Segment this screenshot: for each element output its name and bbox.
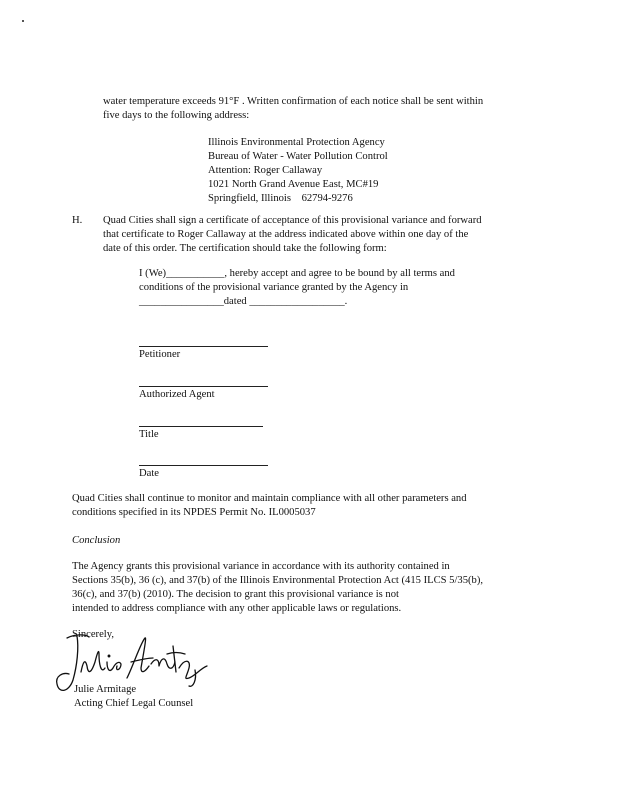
compliance-line: Quad Cities shall continue to monitor and maintain compliance with all other parameters and [72, 493, 467, 504]
signature-label-agent: Authorized Agent [139, 389, 215, 400]
conclusion-line: The Agency grants this provisional variance in accordance with its authority contained in [72, 561, 450, 572]
section-letter: H. [72, 215, 83, 226]
signer-title: Acting Chief Legal Counsel [74, 698, 194, 709]
address-org: Illinois Environmental Protection Agency [208, 137, 385, 148]
closing-salutation: Sincerely, [72, 629, 114, 640]
address-city: Springfield, Illinois 62794-9276 [208, 193, 353, 204]
signature-label-date: Date [139, 468, 159, 479]
body-text-line: five days to the following address: [103, 110, 250, 121]
signature-rule [139, 465, 268, 466]
signer-name: Julie Armitage [74, 684, 137, 695]
signature-rule [139, 346, 268, 347]
body-text-line: water temperature exceeds 91°F . Written confirmation of each notice shall be sent within [103, 96, 484, 107]
conclusion-heading: Conclusion [72, 535, 121, 546]
section-h-line: date of this order. The certification should take the following form: [103, 243, 387, 254]
certification-line: conditions of the provisional variance granted by the Agency in [139, 282, 409, 293]
signature-rule [139, 426, 263, 427]
address-bureau: Bureau of Water - Water Pollution Control [208, 151, 388, 162]
certification-line: I (We)___________, hereby accept and agree to be bound by all terms and [139, 268, 455, 279]
conclusion-line: 36(c), and 37(b) (2010). The decision to grant this provisional variance is not [72, 589, 399, 600]
conclusion-line: Sections 35(b), 36 (c), and 37(b) of the Illinois Environmental Protection Act (415 ILCS 5/35(b), [72, 575, 484, 586]
compliance-line: conditions specified in its NPDES Permit No. IL0005037 [72, 507, 316, 518]
conclusion-line: intended to address compliance with any other applicable laws or regulations. [72, 603, 402, 614]
address-attention: Attention: Roger Callaway [208, 165, 323, 176]
section-h-line: Quad Cities shall sign a certificate of acceptance of this provisional variance and forward [103, 215, 482, 226]
address-street: 1021 North Grand Avenue East, MC#19 [208, 179, 379, 190]
section-h-line: that certificate to Roger Callaway at the address indicated above within one day of the [103, 229, 469, 240]
stray-mark [22, 20, 24, 22]
signature-label-title: Title [139, 429, 159, 440]
certification-line: ________________dated __________________. [139, 296, 348, 307]
signature-label-petitioner: Petitioner [139, 349, 181, 360]
signature-rule [139, 386, 268, 387]
